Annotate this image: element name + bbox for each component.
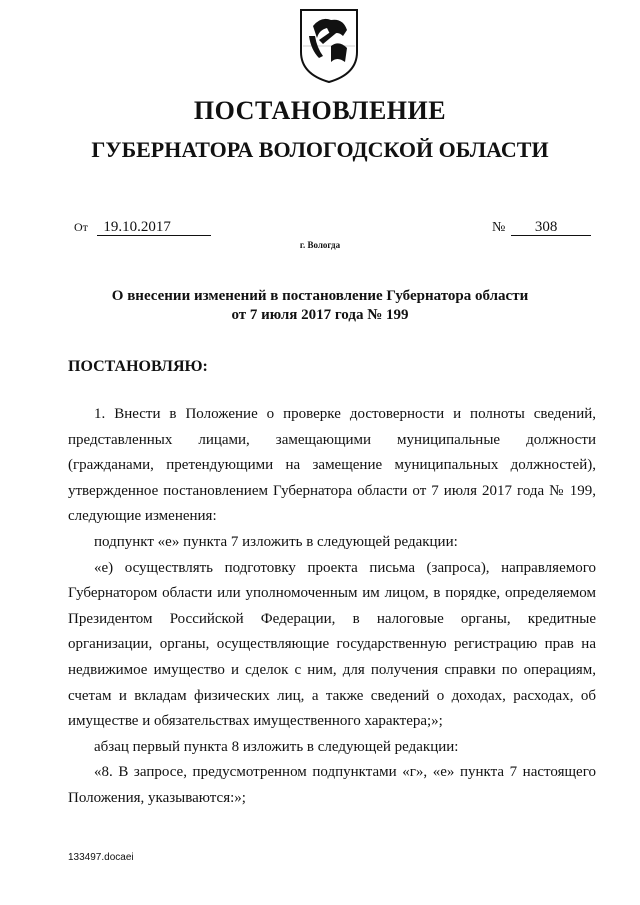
paragraph: абзац первый пункта 8 изложить в следующей редакции: [94, 738, 459, 755]
coat-of-arms-icon [297, 6, 361, 84]
document-title: ПОСТАНОВЛЕНИЕ [193, 96, 447, 125]
date-value: 19.10.2017 [97, 220, 211, 236]
subject-line-1: О внесении изменений в постановление Губернатора области [111, 288, 529, 304]
decree-word: ПОСТАНОВЛЯЮ: [68, 358, 208, 375]
number-value: 308 [511, 220, 591, 236]
date-line [74, 220, 211, 236]
number-line [492, 220, 591, 236]
date-label: От [74, 220, 88, 234]
paragraph: подпункт «е» пункта 7 изложить в следующей редакции: [94, 533, 458, 550]
paragraph: «8. В запросе, предусмотренном подпунктами «г», «е» пункта 7 настоящего Положения, указываются:»; [68, 764, 596, 806]
paragraph: 1. Внести в Положение о проверке достоверности и полноты сведений, представленных лицами, замещающими муниципальные должности (гражданами, претендующими на замещение муниципальных должностей), утвержденное постановлением Губернатора области от 7 июля 2017 года № 199, следующие изменения: [68, 406, 596, 525]
document-body [68, 402, 596, 812]
number-label: № [492, 220, 506, 235]
document-code: 133497.docaei [68, 852, 134, 863]
paragraph: «е) осуществлять подготовку проекта письма (запроса), направляемого Губернатором области или уполномоченным им лицом, в порядке, определяемом Президентом Российской Федерации, в налоговые органы, кредитные организации, органы, осуществляющие государственную регистрацию прав на недвижимое имущество и сделок с ним, для получения справки по операциям, счетам и вкладам физических лиц, а также сведений о доходах, расходах, об имуществе и обязательствах имущественного характера;»; [68, 559, 596, 730]
document-subject [0, 287, 640, 325]
city-label: г. Вологда [299, 240, 341, 250]
document-issuer: ГУБЕРНАТОРА ВОЛОГОДСКОЙ ОБЛАСТИ [91, 137, 549, 162]
subject-line-2: от 7 июля 2017 года № 199 [231, 307, 409, 323]
